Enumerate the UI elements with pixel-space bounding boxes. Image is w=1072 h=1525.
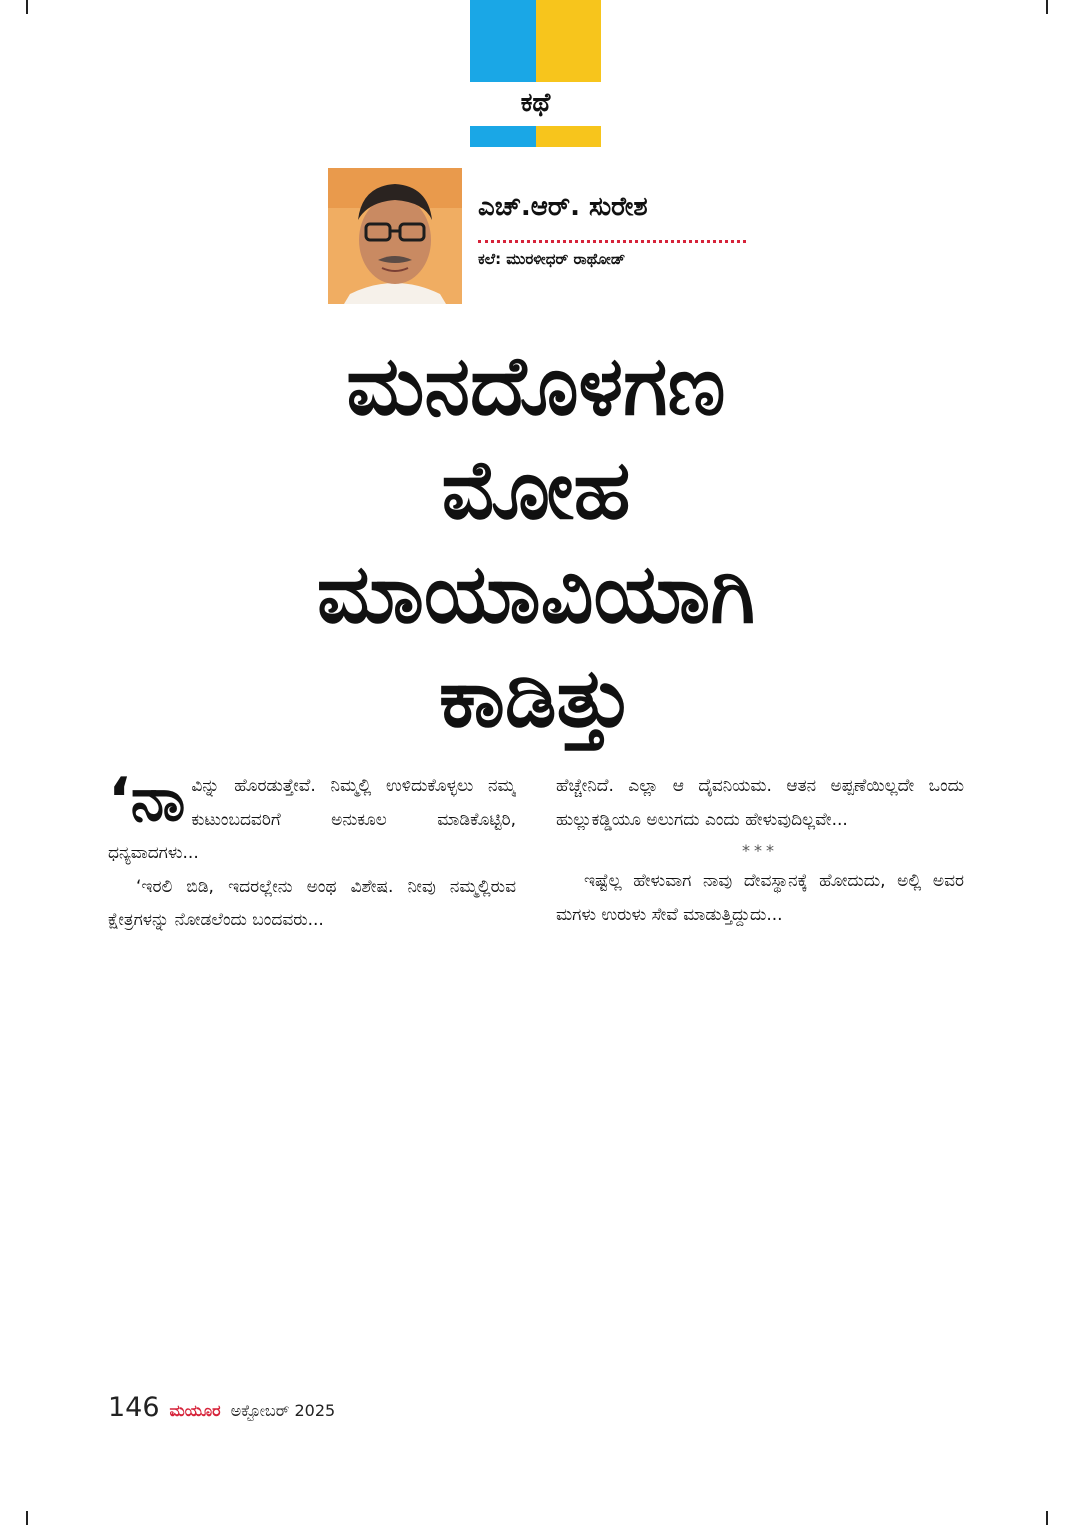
- title-line: ಕಾಡಿತ್ತು: [438, 651, 633, 746]
- section-tag: [470, 0, 601, 147]
- section-color-bar-yellow: [536, 126, 601, 147]
- art-credit: ಕಲೆ: ಮುರಳೀಧರ್‌ ರಾಥೋಡ್‌: [478, 250, 626, 268]
- byline-divider: [478, 240, 746, 243]
- author-portrait: [328, 168, 462, 304]
- section-label: ಕಥೆ: [520, 87, 551, 118]
- title-line: ಮಾಯಾವಿಯಾಗಿ: [316, 547, 756, 642]
- drop-cap: ‘ನಾ: [108, 770, 186, 835]
- magazine-name: ಮಯೂರ: [169, 1401, 221, 1420]
- section-separator: ***: [742, 841, 778, 861]
- crop-mark: [26, 1511, 28, 1525]
- body-paragraph: ವಿನ್ನು ಹೊರಡುತ್ತೇವೆ. ನಿಮ್ಮಲ್ಲಿ ಉಳಿದುಕೊಳ್ಳಲು ನಮ್ಮ ಕುಟುಂಬದವರಿಗೆ ಅನುಕೂಲ ಮಾಡಿಕೊಟ್ಟಿರಿ, ಧನ್ಯವಾದಗಳು...: [108, 776, 516, 864]
- section-color-bar-blue: [470, 126, 536, 147]
- issue-date: ಅಕ್ಟೋಬರ್ 2025: [230, 1401, 336, 1420]
- crop-mark: [1046, 0, 1048, 14]
- author-name: ಎಚ್‌.ಆರ್‌. ಸುರೇಶ: [478, 192, 648, 222]
- body-paragraph: ‘ಇರಲಿ ಬಿಡಿ, ಇದರಲ್ಲೇನು ಅಂಥ ವಿಶೇಷ. ನೀವು ನಮ್ಮಲ್ಲಿರುವ ಕ್ಷೇತ್ರಗಳನ್ನು ನೋಡಲೆಂದು ಬಂದವರು...: [108, 876, 516, 931]
- section-color-block-blue: [470, 0, 536, 82]
- article-title: [150, 335, 922, 751]
- title-line: ಮನದೊಳಗಣ: [346, 339, 726, 434]
- page-number: 146: [108, 1392, 160, 1423]
- body-paragraph: ಇಷ್ಟೆಲ್ಲ ಹೇಳುವಾಗ ನಾವು ದೇವಸ್ಥಾನಕ್ಕೆ ಹೋದುದು, ಅಲ್ಲಿ ಅವರ ಮಗಳು ಉರುಳು ಸೇವೆ ಮಾಡುತ್ತಿದ್ದುದು...: [556, 871, 964, 925]
- section-color-block-yellow: [536, 0, 601, 82]
- title-line: ಮೋಹ: [441, 443, 631, 538]
- crop-mark: [26, 0, 28, 14]
- page-footer: [108, 1392, 335, 1423]
- body-paragraph: ಹೆಚ್ಚೇನಿದೆ. ಎಲ್ಲಾ ಆ ದೈವನಿಯಮ. ಆತನ ಅಪ್ಪಣೆಯಿಲ್ಲದೇ ಒಂದು ಹುಲ್ಲುಕಡ್ಡಿಯೂ ಅಲುಗದು ಎಂದು ಹೇಳುವುದಿಲ್ಲವೇ...: [556, 776, 964, 830]
- crop-mark: [1046, 1511, 1048, 1525]
- body-column-left: [108, 770, 516, 1390]
- body-column-right: [556, 770, 964, 1390]
- author-portrait-image: [328, 168, 462, 304]
